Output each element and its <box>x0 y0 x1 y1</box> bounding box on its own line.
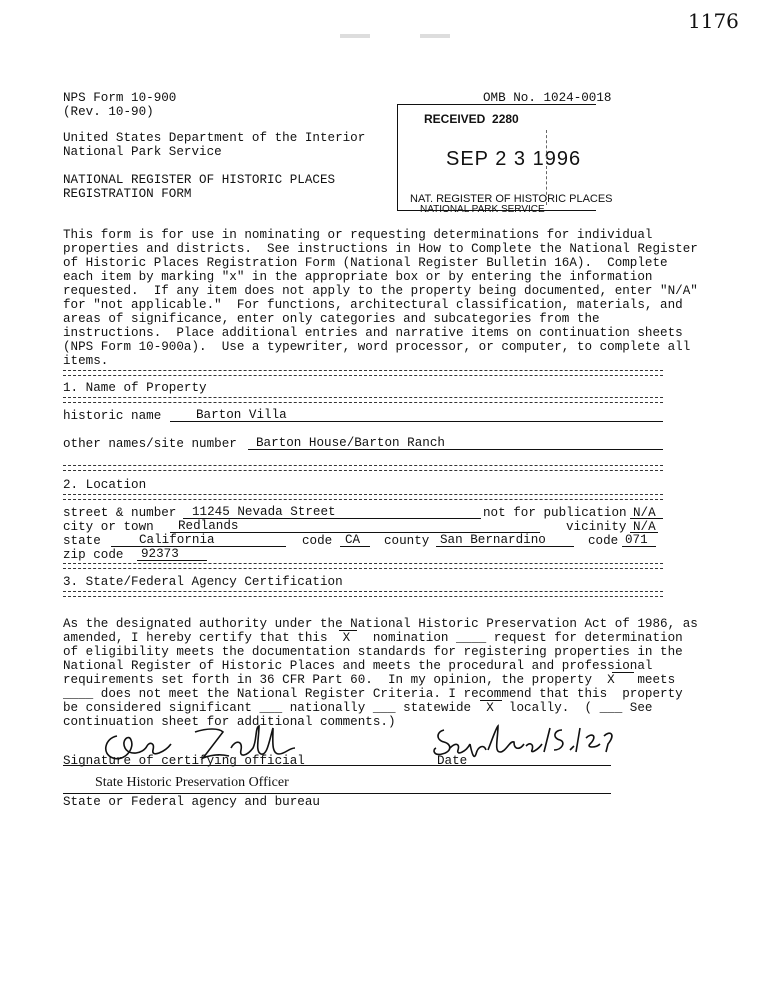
locally-mark-line <box>480 700 502 701</box>
not-for-publication-label: not for publication <box>483 506 627 520</box>
street-label: street & number <box>63 506 177 520</box>
page-number: 1176 <box>688 9 739 33</box>
city-label: city or town <box>63 520 154 534</box>
other-names-label: other names/site number <box>63 437 237 451</box>
section-divider <box>63 591 663 597</box>
intro-line: This form is for use in nominating or requesting determinations for individual <box>63 228 653 242</box>
section1-heading: 1. Name of Property <box>63 381 207 395</box>
street-value[interactable]: 11245 Nevada Street <box>192 505 336 519</box>
certification-line: requirements set forth in 36 CFR Part 60. In my opinion, the property X meets <box>63 673 676 687</box>
zip-label: zip code <box>63 548 124 562</box>
state-label: state <box>63 534 101 548</box>
department: United States Department of the Interior <box>63 131 366 145</box>
form-title: NATIONAL REGISTER OF HISTORIC PLACES <box>63 173 336 187</box>
certification-line: of eligibility meets the documentation standards for registering properties in the <box>63 645 683 659</box>
city-value[interactable]: Redlands <box>178 519 239 533</box>
omb-number: OMB No. 1024-0018 <box>483 91 612 105</box>
certification-line: continuation sheet for additional comments.) <box>63 715 396 729</box>
nomination-mark-line <box>339 630 357 631</box>
stamp-date: SEP 2 3 1996 <box>446 148 582 170</box>
section2-heading: 2. Location <box>63 478 147 492</box>
section-divider <box>63 494 663 500</box>
official-title[interactable]: State Historic Preservation Officer <box>95 775 289 790</box>
section-divider <box>63 563 663 569</box>
date-label: Date <box>437 754 468 768</box>
form-rev: (Rev. 10-90) <box>63 105 154 119</box>
intro-line: properties and districts. See instructions in How to Complete the National Register <box>63 242 698 256</box>
intro-line: of Historic Places Registration Form (National Register Bulletin 16A). Complete <box>63 256 668 270</box>
certification-line: amended, I hereby certify that this X nomination ____ request for determination <box>63 631 683 645</box>
scan-mark <box>340 34 370 38</box>
section-divider <box>63 465 663 471</box>
county-label: county <box>384 534 430 548</box>
stamp-line1: NAT. REGISTER OF HISTORIC PLACES <box>410 193 613 205</box>
intro-paragraph <box>63 214 703 382</box>
intro-line: requested. If any item does not apply to the property being documented, enter "N/A" <box>63 284 698 298</box>
not-for-publication-line <box>630 518 663 519</box>
agency-label: State or Federal agency and bureau <box>63 795 320 809</box>
stamp-line2: NATIONAL PARK SERVICE <box>420 204 545 215</box>
form-subtitle: REGISTRATION FORM <box>63 187 192 201</box>
other-names-value[interactable]: Barton House/Barton Ranch <box>256 436 445 450</box>
vicinity-value[interactable]: N/A <box>633 520 656 534</box>
meets-mark-line <box>612 672 634 673</box>
state-value[interactable]: California <box>139 533 215 547</box>
county-code-value[interactable]: 071 <box>625 533 648 547</box>
intro-line: (NPS Form 10-900a). Use a typewriter, word processor, or computer, to complete all <box>63 340 691 354</box>
vicinity-label: vicinity <box>566 520 627 534</box>
historic-name-value[interactable]: Barton Villa <box>196 408 287 422</box>
scan-mark <box>420 34 450 38</box>
signature-label: Signature of certifying official <box>63 754 305 768</box>
intro-line: for "not applicable." For functions, architectural classification, materials, and <box>63 298 683 312</box>
section-divider <box>63 397 663 403</box>
zip-value[interactable]: 92373 <box>141 547 179 561</box>
section3-heading: 3. State/Federal Agency Certification <box>63 575 343 589</box>
intro-line: each item by marking "x" in the appropriate box or by entering the information <box>63 270 653 284</box>
intro-line: areas of significance, enter only categories and subcategories from the <box>63 312 600 326</box>
county-value[interactable]: San Bernardino <box>440 533 546 547</box>
agency-line <box>63 793 611 794</box>
state-code-label: code <box>302 534 333 548</box>
intro-line: instructions. Place additional entries and narrative items on continuation sheets <box>63 326 683 340</box>
certification-line: National Register of Historic Places and meets the procedural and professional <box>63 659 653 673</box>
form-id: NPS Form 10-900 <box>63 91 177 105</box>
stamp-received: RECEIVED 2280 <box>424 112 519 126</box>
county-code-label: code <box>588 534 619 548</box>
historic-name-label: historic name <box>63 409 162 423</box>
service: National Park Service <box>63 145 222 159</box>
stamp-edge <box>546 130 548 205</box>
certification-line: be considered significant ___ nationally ___ statewide X locally. ( ___ See <box>63 701 653 715</box>
certification-line: ____ does not meet the National Register Criteria. I recommend that this property <box>63 687 683 701</box>
state-code-value[interactable]: CA <box>345 533 361 547</box>
section-divider <box>63 370 663 376</box>
intro-line: items. <box>63 354 109 368</box>
certification-line: As the designated authority under the National Historic Preservation Act of 1986, as <box>63 617 698 631</box>
not-for-publication-value[interactable]: N/A <box>633 506 656 520</box>
